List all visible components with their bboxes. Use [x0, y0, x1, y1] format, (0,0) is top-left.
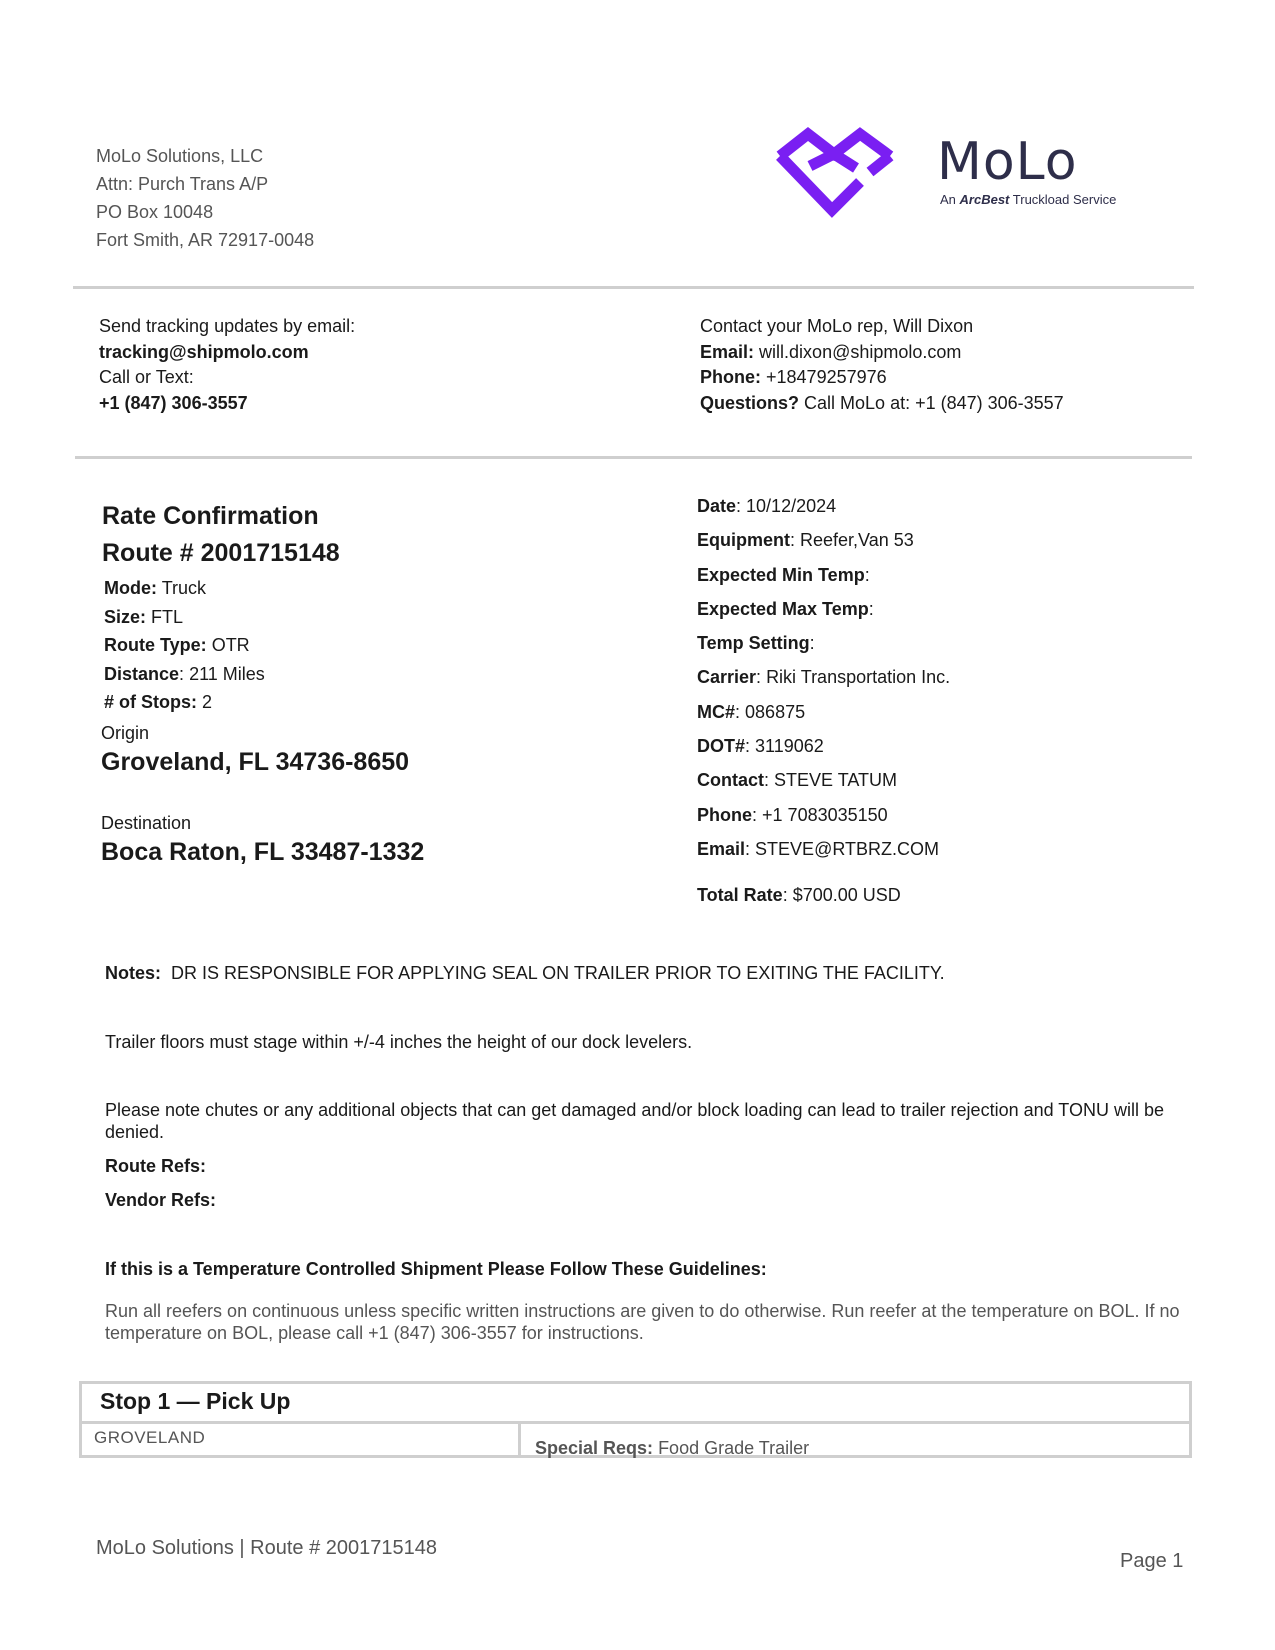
notes-line-1: Notes: DR IS RESPONSIBLE FOR APPLYING SEAL ON TRAILER PRIOR TO EXITING THE FACILITY.: [105, 963, 945, 983]
stops-row: # of Stops: 2: [104, 692, 213, 712]
tracking-label: Send tracking updates by email:: [99, 316, 356, 336]
rep-phone-row: Phone: +18479257976: [700, 367, 887, 387]
guidelines-title: If this is a Temperature Controlled Shipment Please Follow These Guidelines:: [105, 1259, 767, 1279]
rep-contact: Contact your MoLo rep, Will Dixon: [700, 316, 974, 336]
billing-city: Fort Smith, AR 72917-0048: [96, 230, 315, 250]
detail-equipment: Equipment: Reefer,Van 53: [697, 530, 914, 551]
logo-tagline: An ArcBest Truckload Service: [940, 192, 1117, 207]
route-type-row: Route Type: OTR: [104, 635, 250, 655]
destination-label: Destination: [101, 812, 192, 833]
tracking-email: tracking@shipmolo.com: [99, 341, 309, 362]
detail-min-temp: Expected Min Temp:: [697, 564, 870, 585]
rep-questions-row: Questions? Call MoLo at: +1 (847) 306-3557: [700, 392, 1064, 413]
total-rate: Total Rate: $700.00 USD: [697, 885, 901, 906]
detail-carrier: Carrier: Riki Transportation Inc.: [697, 667, 951, 688]
stop-1-box: [79, 1381, 1192, 1458]
size-row: Size: FTL: [104, 606, 184, 627]
billing-po-box: PO Box 10048: [96, 202, 214, 222]
stop-1-title: Stop 1 — Pick Up: [100, 1388, 291, 1414]
distance-row: Distance: 211 Miles: [104, 663, 265, 684]
detail-phone: Phone: +1 7083035150: [697, 804, 888, 825]
detail-contact: Contact: STEVE TATUM: [697, 770, 898, 791]
rep-email-row: Email: will.dixon@shipmolo.com: [700, 341, 962, 362]
billing-address: [96, 142, 314, 254]
detail-max-temp: Expected Max Temp:: [697, 598, 874, 619]
load-details: [697, 496, 950, 906]
doc-title: Rate Confirmation: [102, 502, 319, 530]
footer-route: MoLo Solutions | Route # 2001715148: [96, 1537, 438, 1559]
notes-line-2: Trailer floors must stage within +/-4 inches the height of our dock levelers.: [105, 1032, 693, 1052]
rep-info: [700, 314, 1064, 416]
mode-row: Mode: Truck: [104, 578, 207, 598]
detail-email: Email: STEVE@RTBRZ.COM: [697, 838, 940, 859]
billing-company: MoLo Solutions, LLC: [96, 146, 264, 166]
detail-dot-number: DOT#: 3119062: [697, 736, 824, 757]
notes-line-3: Please note chutes or any additional objects that can get damaged and/or block loading can lead to trailer rejection and TONU will be denied.: [105, 1100, 1164, 1142]
detail-mc-number: MC#: 086875: [697, 701, 806, 722]
stop-1-special-reqs: Special Reqs: Food Grade Trailer: [535, 1438, 810, 1458]
molo-logo: [772, 126, 1142, 222]
route-number: Route # 2001715148: [102, 539, 340, 567]
logo-wordmark: MoLo: [937, 132, 1078, 192]
route-refs: Route Refs:: [105, 1156, 207, 1176]
tracking-phone: +1 (847) 306-3557: [99, 392, 248, 413]
molo-logo-icon: [772, 126, 902, 218]
billing-attn: Attn: Purch Trans A/P: [96, 174, 269, 194]
tracking-call-label: Call or Text:: [99, 367, 194, 387]
destination-location: Boca Raton, FL 33487-1332: [101, 837, 425, 866]
stop-1-row: [82, 1421, 1189, 1458]
vendor-refs: Vendor Refs:: [105, 1190, 217, 1210]
origin-location: Groveland, FL 34736-8650: [101, 747, 410, 776]
origin-label: Origin: [101, 722, 150, 743]
stop-1-location: GROVELAND: [94, 1428, 206, 1447]
route-summary: [101, 498, 424, 867]
divider-middle: [75, 456, 1192, 459]
stop-1-column-divider: [518, 1424, 521, 1455]
tracking-info: [99, 314, 355, 416]
detail-temp-setting: Temp Setting:: [697, 633, 815, 654]
page-number: Page 1: [1120, 1550, 1184, 1572]
notes-section: [105, 962, 1195, 1344]
divider-top: [73, 286, 1194, 289]
detail-date: Date: 10/12/2024: [697, 496, 837, 516]
guidelines-text: Run all reefers on continuous unless specific written instructions are given to do otherwise. Run reefer at the temperature on BOL. If no temperature on BOL, please call +1 (847) 306-3557 for instructions.: [105, 1301, 1180, 1343]
